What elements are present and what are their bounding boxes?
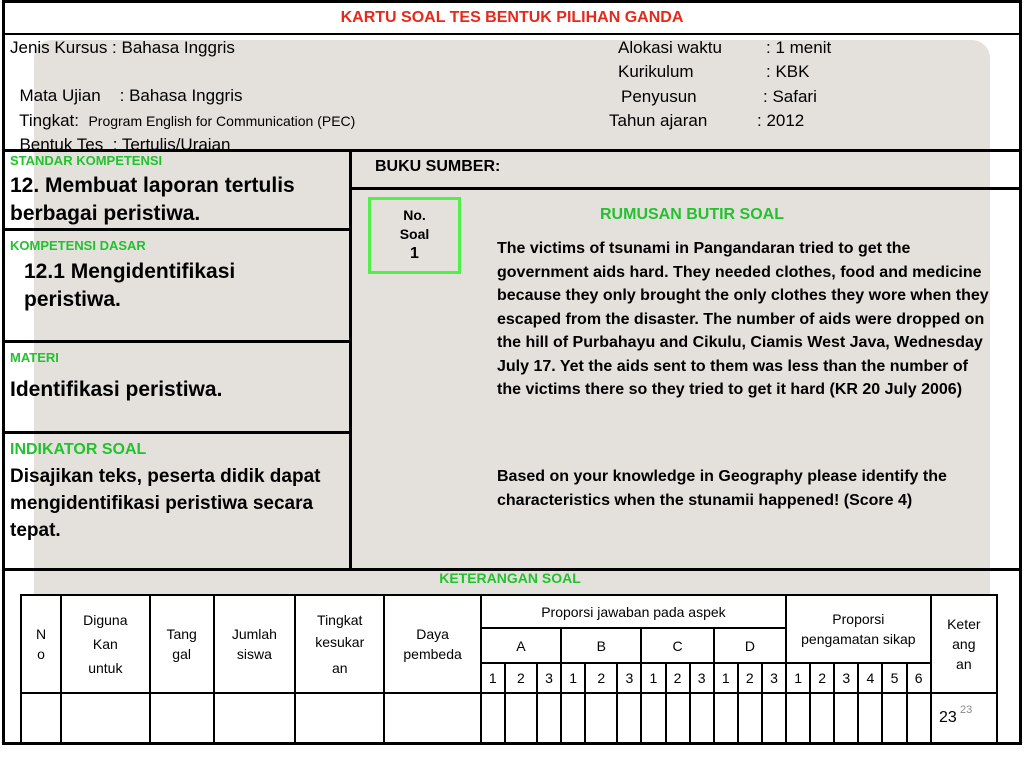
info-alokasi-value: : 1 menit: [766, 38, 832, 57]
rumusan-title: RUMUSAN BUTIR SOAL: [600, 206, 784, 223]
table-cell: [690, 693, 714, 743]
table-cell: [786, 693, 810, 743]
no-soal-box: [368, 197, 461, 274]
info-kurikulum-label: Kurikulum: [618, 62, 694, 81]
table-cell: [666, 693, 690, 743]
frame-buku-divider: [352, 187, 1022, 190]
header-no: N o: [21, 595, 61, 693]
buku-sumber-label: BUKU SUMBER:: [375, 158, 501, 175]
table-cell: [505, 693, 537, 743]
table-row: [21, 693, 997, 743]
info-jenis-kursus: Jenis Kursus : Bahasa Inggris: [10, 38, 235, 57]
info-tingkat: Tingkat: Program English for Communication (PEC): [19, 111, 356, 130]
info-bentuk-tes: Bentuk Tes : Tertulis/Uraian: [19, 135, 231, 154]
table-cell: [617, 693, 641, 743]
keterangan-title: KETERANGAN SOAL: [439, 570, 581, 586]
aspect-a-col-3: 3: [537, 663, 561, 693]
frame-middle-divider: [349, 152, 352, 570]
sikap-col-6: 6: [907, 663, 931, 693]
table-cell: [295, 693, 384, 743]
frame-left-h1: [2, 228, 351, 231]
table-cell: [810, 693, 834, 743]
sikap-col-3: 3: [834, 663, 858, 693]
header-aspect-d: D: [714, 628, 786, 663]
page-number: 23: [939, 709, 957, 726]
aspect-a-col-2: 2: [505, 663, 537, 693]
header-daya: Daya pembeda: [384, 595, 480, 693]
table-cell: [537, 693, 561, 743]
table-cell: [384, 693, 480, 743]
aspect-a-col-1: 1: [481, 663, 505, 693]
frame-top: [2, 0, 1022, 3]
sikap-col-5: 5: [882, 663, 906, 693]
table-cell: [762, 693, 786, 743]
table-cell: [21, 693, 61, 743]
page-title: KARTU SOAL TES BENTUK PILIHAN GANDA: [340, 9, 684, 26]
table-cell: [882, 693, 906, 743]
aspect-d-col-1: 1: [714, 663, 738, 693]
header-aspect-c: C: [641, 628, 713, 663]
header-proporsi-jawaban: Proporsi jawaban pada aspek: [481, 595, 786, 628]
info-mata-ujian: Mata Ujian : Bahasa Inggris: [19, 86, 243, 105]
header-tingkat: Tingkat kesukar an: [295, 595, 384, 693]
materi-text: Identifikasi peristiwa.: [10, 378, 223, 401]
table-cell: [561, 693, 585, 743]
header-digunakan: Diguna Kan untuk: [61, 595, 149, 693]
sikap-col-2: 2: [810, 663, 834, 693]
aspect-b-col-2: 2: [585, 663, 617, 693]
info-alokasi-label: Alokasi waktu: [618, 38, 722, 57]
frame-left-h2: [2, 340, 351, 343]
no-soal-label-2: Soal: [399, 226, 430, 242]
materi-title: MATERI: [10, 350, 59, 365]
aspect-c-col-1: 1: [641, 663, 665, 693]
table-cell: [585, 693, 617, 743]
no-soal-label-1: No.: [403, 207, 426, 223]
aspect-b-col-3: 3: [617, 663, 641, 693]
no-soal-number: 1: [410, 245, 419, 262]
kompetensi-title: KOMPETENSI DASAR: [10, 238, 146, 253]
aspect-c-col-2: 2: [666, 663, 690, 693]
sikap-col-1: 1: [786, 663, 810, 693]
frame-left-h3: [2, 431, 351, 434]
info-penyusun-value: : Safari: [763, 87, 817, 106]
table-cell: [214, 693, 295, 743]
standar-text: 12. Membuat laporan tertulis berbagai peristiwa.: [10, 174, 295, 225]
rumusan-paragraph-2: Based on your knowledge in Geography please identify the characteristics when the stunamii happened! (Score 4): [497, 468, 947, 509]
table-cell: [61, 693, 149, 743]
frame-title-divider: [2, 33, 1022, 35]
table-cell: [738, 693, 762, 743]
aspect-b-col-1: 1: [561, 663, 585, 693]
info-kurikulum-value: : KBK: [766, 62, 810, 81]
frame-left: [2, 0, 5, 745]
aspect-d-col-3: 3: [762, 663, 786, 693]
indikator-text: Disajikan teks, peserta didik dapat mengidentifikasi peristiwa secara tepat.: [10, 466, 321, 541]
sikap-col-4: 4: [858, 663, 882, 693]
info-penyusun-label: Penyusun: [621, 87, 697, 106]
table-cell: [907, 693, 931, 743]
header-tanggal: Tang gal: [150, 595, 214, 693]
table-cell: [858, 693, 882, 743]
keterangan-table: [20, 594, 998, 744]
table-cell: [641, 693, 665, 743]
kompetensi-text: 12.1 Mengidentifikasi peristiwa.: [24, 260, 236, 311]
table-cell: [834, 693, 858, 743]
header-jumlah: Jumlah siswa: [214, 595, 295, 693]
indikator-title: INDIKATOR SOAL: [10, 441, 147, 458]
header-proporsi-sikap: Proporsi pengamatan sikap: [786, 595, 931, 663]
table-cell: [714, 693, 738, 743]
standar-title: STANDAR KOMPETENSI: [10, 153, 163, 168]
info-tahun-value: : 2012: [757, 111, 805, 130]
rumusan-paragraph-1: The victims of tsunami in Pangandaran tried to get the government aids hard. They needed clothes, food and medicine because they only brought the only clothes they wore when they escaped from the disaster. The number of aids were dropped on the hill of Purbahayu and Cikulu, Ciamis West Java, Wednesday July 17. Yet the aids sent to them was less than the number of the victims there so they tried to get it hard (KR 20 July 2006): [497, 240, 989, 398]
header-aspect-a: A: [481, 628, 561, 663]
aspect-d-col-2: 2: [738, 663, 762, 693]
header-aspect-b: B: [561, 628, 641, 663]
table-cell: [150, 693, 214, 743]
info-tahun-label: Tahun ajaran: [609, 111, 708, 130]
header-keterangan: Keter ang an: [931, 595, 997, 693]
table-cell: [481, 693, 505, 743]
frame-right: [1019, 0, 1022, 745]
page-number-small: 23: [960, 704, 973, 716]
aspect-c-col-3: 3: [690, 663, 714, 693]
